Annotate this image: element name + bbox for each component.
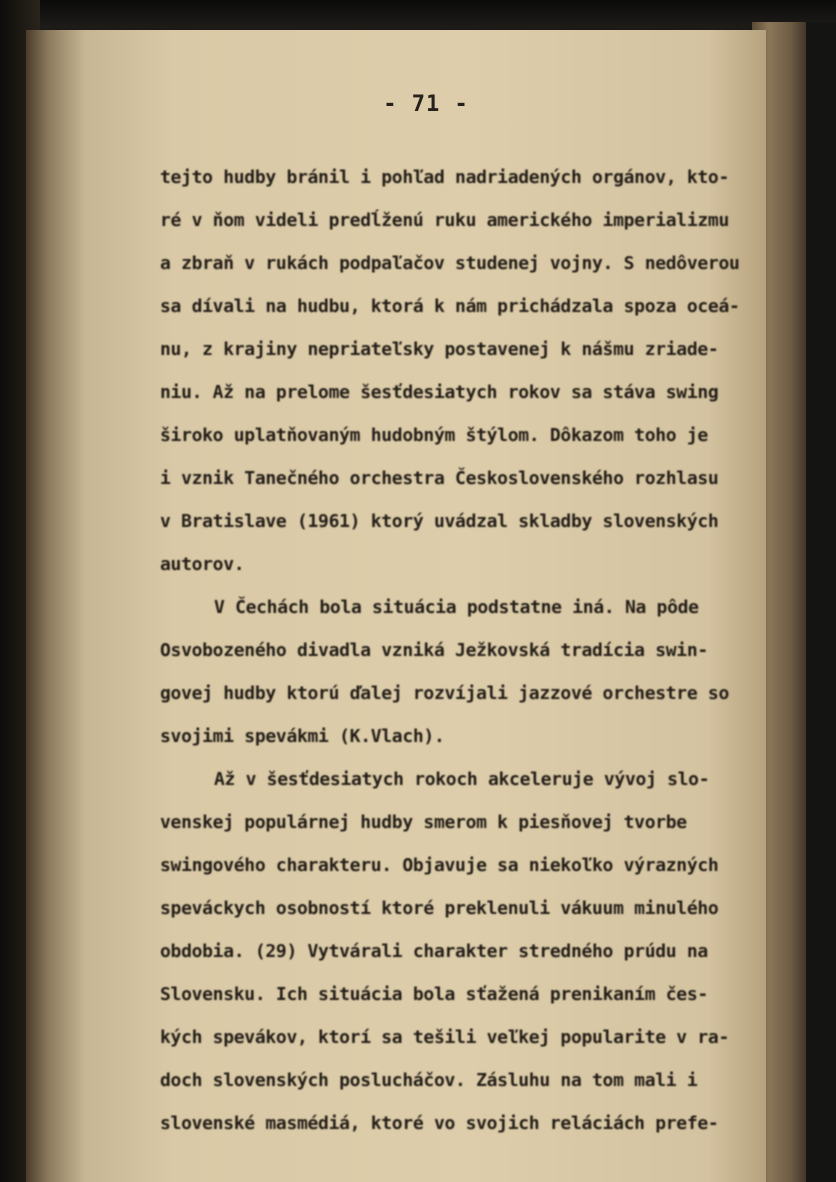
text-line: speváckych osobností ktoré preklenuli vákuum minulého [160, 898, 719, 919]
scan-background-right [806, 22, 836, 1182]
text-line: a zbraň v rukách podpaľačov studenej vojny. S nedôverou [160, 253, 740, 274]
text-line: autorov. [160, 554, 245, 575]
text-line: obdobia. (29) Vytvárali charakter stredného prúdu na [160, 941, 708, 962]
text-line: Osvobozeného divadla vzniká Ježkovská tradícia swin- [160, 640, 708, 661]
body-text [160, 156, 760, 1145]
text-line: swingového charakteru. Objavuje sa niekoľko výrazných [160, 855, 719, 876]
text-line: svojimi spevákmi (K.Vlach). [160, 726, 445, 747]
text-line: slovenské masmédiá, ktoré vo svojich reláciách prefe- [160, 1113, 719, 1134]
paragraph-start-line: Až v šesťdesiatych rokoch akceleruje vývoj slo- [214, 769, 710, 790]
book-page [26, 30, 766, 1182]
paragraph-start-line: V Čechách bola situácia podstatne iná. Na pôde [214, 597, 699, 618]
text-line: i vznik Tanečného orchestra Československého rozhlasu [160, 468, 719, 489]
text-line: široko uplatňovaným hudobným štýlom. Dôkazom toho je [160, 425, 708, 446]
page-number: - 71 - [383, 92, 469, 117]
text-line: ré v ňom videli predĺženú ruku amerického imperializmu [160, 210, 729, 231]
text-line: nu, z krajiny nepriateľsky postavenej k nášmu zriade- [160, 339, 719, 360]
text-line: niu. Až na prelome šesťdesiatych rokov sa stáva swing [160, 382, 719, 403]
text-line: govej hudby ktorú ďalej rozvíjali jazzové orchestre so [160, 683, 729, 704]
text-line: venskej populárnej hudby smerom k piesňovej tvorbe [160, 812, 687, 833]
text-line: doch slovenských poslucháčov. Zásluhu na tom mali i [160, 1070, 698, 1091]
text-line: v Bratislave (1961) ktorý uvádzal skladby slovenských [160, 511, 719, 532]
text-line: sa dívali na hudbu, ktorá k nám prichádzala spoza oceá- [160, 296, 740, 317]
text-line: tejto hudby bránil i pohľad nadriadených orgánov, kto- [160, 167, 729, 188]
text-line: Slovensku. Ich situácia bola sťažená prenikaním čes- [160, 984, 708, 1005]
text-line: kých spevákov, ktorí sa tešili veľkej popularite v ra- [160, 1027, 729, 1048]
scan-background-top [0, 0, 836, 28]
